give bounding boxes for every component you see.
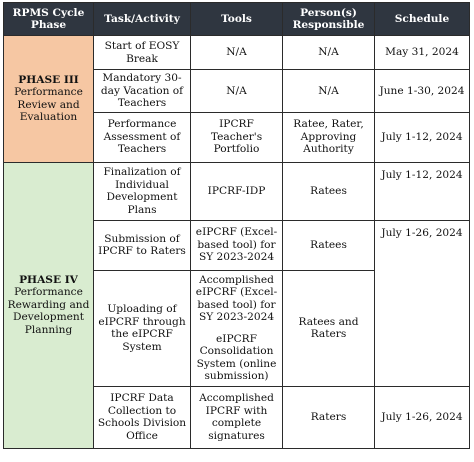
rpms-schedule-table xyxy=(3,2,470,449)
header-tools: Tools xyxy=(191,3,283,36)
tools-cell: Accomplished IPCRF with complete signatures xyxy=(191,386,283,448)
schedule-cell: July 1-26, 2024 xyxy=(375,386,470,448)
header-persons: Person(s) Responsible xyxy=(283,3,375,36)
table-row xyxy=(4,36,470,70)
persons-cell: N/A xyxy=(283,70,375,113)
schedule-cell: July 1-12, 2024 xyxy=(375,112,470,162)
phase3-desc: Performance Review and Evaluation xyxy=(14,86,83,124)
task-cell: Uploading of eIPCRF through the eIPCRF System xyxy=(94,270,191,386)
header-task: Task/Activity xyxy=(94,3,191,36)
task-cell: IPCRF Data Collection to Schools Division Office xyxy=(94,386,191,448)
tools-cell: IPCRF Teacher's Portfolio xyxy=(191,112,283,162)
persons-cell: N/A xyxy=(283,36,375,70)
table-container xyxy=(3,2,470,449)
task-cell: Mandatory 30-day Vacation of Teachers xyxy=(94,70,191,113)
phase3-name: PHASE III xyxy=(18,73,79,86)
phase3-cell xyxy=(4,36,94,163)
tools-text: Accomplished eIPCRF (Excel-based tool) for SY 2023-2024 xyxy=(195,273,278,323)
schedule-cell: June 1-30, 2024 xyxy=(375,70,470,113)
persons-cell: Ratees xyxy=(283,162,375,220)
tools-cell: N/A xyxy=(191,36,283,70)
phase4-cell xyxy=(4,162,94,448)
persons-cell: Ratee, Rater, Approving Authority xyxy=(283,112,375,162)
phase4-name: PHASE IV xyxy=(19,273,78,286)
schedule-cell: July 1-26, 2024 xyxy=(375,220,470,386)
table-row xyxy=(4,162,470,220)
task-cell: Finalization of Individual Development Plans xyxy=(94,162,191,220)
tools-cell: N/A xyxy=(191,70,283,113)
task-cell: Start of EOSY Break xyxy=(94,36,191,70)
schedule-cell: July 1-12, 2024 xyxy=(375,162,470,220)
persons-cell: Ratees xyxy=(283,220,375,270)
tools-cell: eIPCRF (Excel-based tool) for SY 2023-2024 xyxy=(191,220,283,270)
persons-cell: Ratees and Raters xyxy=(283,270,375,386)
persons-cell: Raters xyxy=(283,386,375,448)
task-cell: Performance Assessment of Teachers xyxy=(94,112,191,162)
tools-cell: IPCRF-IDP xyxy=(191,162,283,220)
header-schedule: Schedule xyxy=(375,3,470,36)
tools-extra-text: eIPCRF Consolidation System (online submission) xyxy=(196,332,277,382)
tools-cell xyxy=(191,270,283,386)
task-cell: Submission of IPCRF to Raters xyxy=(94,220,191,270)
schedule-cell: May 31, 2024 xyxy=(375,36,470,70)
spacer xyxy=(194,324,279,333)
header-row xyxy=(4,3,470,36)
header-phase: RPMS Cycle Phase xyxy=(4,3,94,36)
phase4-desc: Performance Rewarding and Development Planning xyxy=(7,286,90,336)
